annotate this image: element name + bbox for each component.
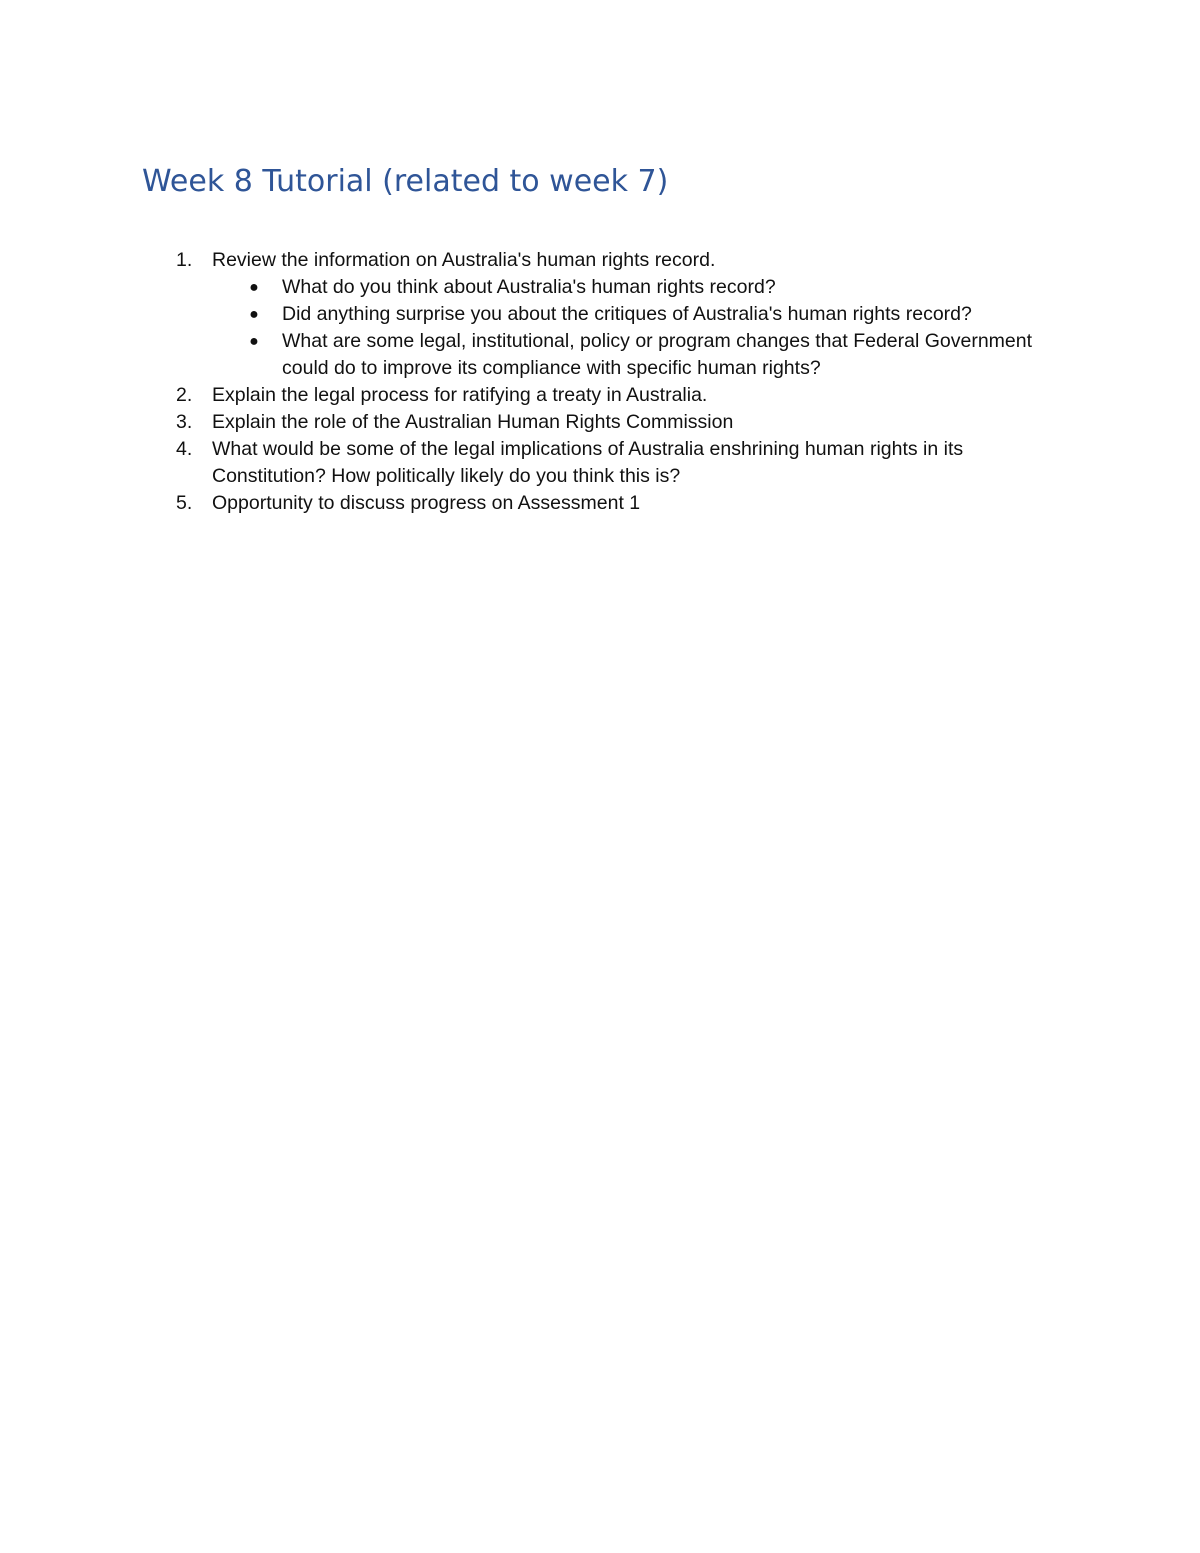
question-item-5: [0, 490, 1200, 517]
sub-question-item: [249, 301, 1060, 328]
question-number: 3.: [176, 411, 193, 433]
question-number: 2.: [176, 384, 193, 406]
question-number: 5.: [176, 492, 193, 514]
question-item-1: [0, 247, 1200, 382]
bullet-icon: ●: [249, 279, 259, 296]
question-list: [0, 247, 1200, 517]
question-item-4: [0, 436, 1200, 490]
bullet-icon: ●: [249, 333, 259, 350]
question-item-2: [0, 382, 1200, 409]
sub-question-text: What are some legal, institutional, policy or program changes that Federal Government could do to improve its compliance with specific human rights?: [282, 330, 1033, 379]
question-text: What would be some of the legal implications of Australia enshrining human rights in its Constitution? How politically likely do you think this is?: [212, 438, 964, 487]
page-title: Week 8 Tutorial (related to week 7): [142, 164, 669, 199]
bullet-icon: ●: [249, 306, 259, 323]
question-number: 4.: [176, 438, 193, 460]
question-text: Opportunity to discuss progress on Assessment 1: [212, 492, 641, 514]
sub-question-list: [212, 274, 1060, 382]
question-text: Review the information on Australia's human rights record.: [212, 249, 716, 271]
sub-question-text: Did anything surprise you about the critiques of Australia's human rights record?: [282, 303, 972, 325]
question-text: Explain the legal process for ratifying a treaty in Australia.: [212, 384, 708, 406]
question-text: Explain the role of the Australian Human Rights Commission: [212, 411, 734, 433]
question-number: 1.: [176, 249, 193, 271]
sub-question-item: [249, 274, 1060, 301]
sub-question-item: [249, 328, 1060, 382]
sub-question-text: What do you think about Australia's human rights record?: [282, 276, 776, 298]
question-item-3: [0, 409, 1200, 436]
